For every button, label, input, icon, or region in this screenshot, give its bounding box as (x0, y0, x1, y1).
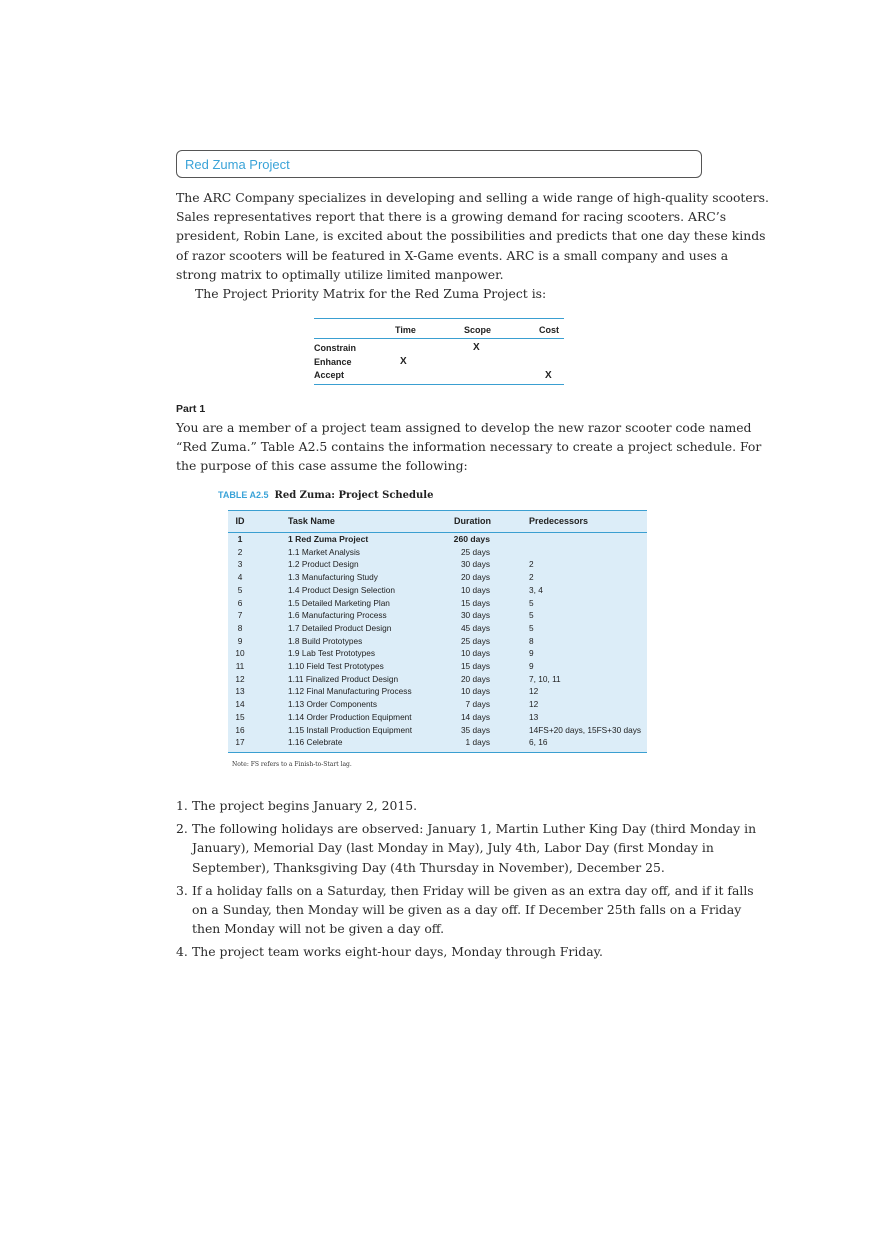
header-id: ID (235, 516, 245, 526)
cell-id: 6 (237, 597, 243, 608)
cell-predecessors: 6, 16 (529, 737, 548, 748)
matrix-bottom-rule (314, 384, 564, 385)
assumption-number: 2. (176, 821, 188, 837)
cell-predecessors: 5 (529, 597, 534, 608)
matrix-row-label: Accept (314, 370, 345, 380)
table-row (228, 699, 647, 712)
intro-line: Sales representatives report that there is a growing demand for racing scooters. ARC’s (176, 209, 727, 225)
assumption-line: then Monday will not be given a day off. (192, 921, 445, 937)
cell-duration: 10 days (460, 648, 490, 659)
cell-id: 9 (237, 635, 243, 646)
cell-task-name: 1.8 Build Prototypes (288, 635, 363, 646)
assumption-number: 3. (176, 882, 188, 898)
cell-predecessors: 9 (529, 661, 534, 671)
cell-id: 7 (237, 610, 243, 621)
cell-id: 12 (235, 673, 245, 684)
cell-id: 8 (237, 622, 243, 633)
cell-duration: 35 days (460, 724, 490, 735)
table-row (228, 572, 647, 585)
table-name: Red Zuma: Project Schedule (274, 490, 434, 501)
cell-task-name: 1.1 Market Analysis (288, 546, 360, 557)
cell-duration: 25 days (460, 635, 490, 646)
part-line: You are a member of a project team assigned to develop the new razor scooter code named (176, 420, 752, 435)
table-header-rule (228, 532, 647, 533)
cell-duration: 10 days (460, 584, 490, 595)
cell-task-name: 1.5 Detailed Marketing Plan (288, 597, 390, 608)
matrix-mark: X (400, 356, 407, 367)
cell-predecessors: 5 (529, 622, 534, 633)
cell-predecessors: 2 (529, 559, 534, 570)
cell-predecessors: 8 (529, 635, 534, 646)
assumptions-list (176, 796, 757, 966)
cell-predecessors: 7, 10, 11 (529, 673, 561, 684)
priority-matrix (314, 318, 564, 386)
cell-duration: 30 days (460, 610, 490, 621)
table-header-row (228, 516, 647, 530)
table-note: Note: FS refers to a Finish-to-Start lag. (232, 761, 352, 768)
table-row (228, 598, 647, 611)
cell-id: 5 (237, 584, 243, 595)
cell-duration: 45 days (460, 622, 490, 633)
cell-task-name: 1.11 Finalized Product Design (288, 673, 399, 684)
table-row (228, 712, 647, 725)
cell-task-name: 1.4 Product Design Selection (288, 584, 396, 595)
table-row (228, 623, 647, 636)
table-row (228, 585, 647, 598)
intro-line: president, Robin Lane, is excited about the possibilities and predicts that one day these kinds (176, 228, 766, 244)
cell-id: 15 (235, 711, 245, 722)
cell-task-name: 1.14 Order Production Equipment (288, 711, 412, 722)
cell-duration: 30 days (460, 559, 490, 570)
matrix-header-time: Time (395, 325, 416, 335)
cell-predecessors: 2 (529, 572, 534, 583)
assumption-line: on a Sunday, then Monday will be given as a day off. If December 25th falls on a Friday (192, 902, 742, 918)
project-schedule-table (228, 510, 647, 753)
cell-duration: 10 days (460, 686, 490, 697)
cell-id: 4 (237, 572, 243, 583)
cell-predecessors: 9 (529, 648, 534, 659)
cell-task-name: 1.3 Manufacturing Study (288, 572, 378, 583)
cell-task-name: 1.15 Install Production Equipment (288, 724, 413, 735)
cell-predecessors: 14FS+20 days, 15FS+30 days (529, 724, 642, 735)
assumption-item (176, 796, 716, 815)
assumption-line: January), Memorial Day (last Monday in May), July 4th, Labor Day (first Monday in (192, 840, 714, 856)
cell-id: 17 (235, 737, 245, 748)
part-paragraph (176, 418, 762, 476)
matrix-header-rule (314, 338, 564, 339)
cell-duration: 1 days (465, 737, 490, 748)
cell-duration: 14 days (460, 711, 490, 722)
cell-duration: 15 days (460, 661, 490, 671)
matrix-header-cost: Cost (539, 325, 559, 335)
cell-task-name: 1.13 Order Components (288, 699, 378, 710)
intro-line: of razor scooters will be featured in X-Game events. ARC is a small company and uses a (176, 247, 729, 263)
part-line: “Red Zuma.” Table A2.5 contains the information necessary to create a project schedule. For (176, 439, 762, 455)
assumption-line: September), Thanksgiving Day (4th Thursday in November), December 25. (192, 859, 665, 875)
assumption-line: If a holiday falls on a Saturday, then Friday will be given as an extra day off, and if it falls (192, 882, 754, 898)
cell-duration: 15 days (460, 597, 490, 608)
table-row (228, 559, 647, 572)
cell-task-name: 1.2 Product Design (288, 559, 359, 570)
assumption-line: The following holidays are observed: January 1, Martin Luther King Day (third Monday in (192, 821, 757, 837)
cell-duration: 7 days (465, 699, 490, 710)
table-row (228, 686, 647, 699)
part-label: Part 1 (176, 403, 206, 415)
table-row (228, 636, 647, 649)
matrix-row-label: Constrain (314, 343, 357, 353)
header-duration: Duration (454, 516, 491, 526)
matrix-mark: X (545, 370, 552, 381)
assumption-item (176, 942, 716, 961)
table-row (228, 737, 647, 750)
header-task-name: Task Name (288, 516, 335, 526)
cell-task-name: 1.12 Final Manufacturing Process (288, 686, 412, 697)
table-tag: TABLE A2.5 (218, 490, 269, 500)
cell-predecessors: 12 (529, 699, 539, 710)
matrix-mark: X (473, 342, 480, 353)
cell-task-name: 1.10 Field Test Prototypes (288, 661, 384, 671)
table-top-rule (228, 510, 647, 511)
cell-task-name: 1.16 Celebrate (288, 737, 343, 748)
cell-id: 11 (235, 661, 245, 671)
cell-predecessors: 12 (529, 686, 539, 697)
cell-predecessors: 3, 4 (529, 584, 543, 595)
matrix-top-rule (314, 318, 564, 319)
cell-id: 16 (235, 724, 245, 735)
table-row (228, 725, 647, 738)
assumption-number: 4. (176, 944, 188, 960)
cell-task-name: 1.7 Detailed Product Design (288, 622, 392, 633)
case-title: Red Zuma Project (185, 157, 290, 172)
cell-duration: 25 days (460, 546, 490, 557)
table-row (228, 674, 647, 687)
cell-id: 1 (237, 534, 243, 544)
cell-id: 10 (235, 648, 245, 659)
intro-line: The ARC Company specializes in developing and selling a wide range of high-quality scooters. (176, 190, 769, 205)
cell-id: 3 (237, 559, 243, 570)
table-row (228, 661, 647, 674)
part-line: the purpose of this case assume the following: (176, 458, 468, 474)
cell-id: 2 (237, 546, 243, 557)
cell-predecessors: 5 (529, 610, 534, 621)
table-caption (218, 490, 433, 501)
table-row (228, 534, 647, 547)
matrix-lead-text: The Project Priority Matrix for the Red Zuma Project is: (195, 286, 547, 301)
cell-task-name: 1.6 Manufacturing Process (288, 610, 387, 621)
cell-duration: 20 days (460, 673, 490, 684)
header-predecessors: Predecessors (529, 516, 589, 526)
assumption-item (176, 881, 754, 939)
case-title-box (176, 150, 702, 178)
cell-duration: 20 days (460, 572, 490, 583)
table-row (228, 648, 647, 661)
table-row (228, 610, 647, 623)
cell-task-name: 1 Red Zuma Project (288, 534, 369, 544)
cell-id: 13 (235, 686, 245, 697)
table-row (228, 547, 647, 560)
matrix-header-scope: Scope (464, 325, 492, 335)
assumption-item (176, 819, 757, 877)
table-bottom-rule (228, 752, 647, 753)
matrix-row-label: Enhance (314, 357, 352, 367)
intro-line: strong matrix to optimally utilize limited manpower. (176, 266, 504, 282)
cell-duration: 260 days (453, 534, 490, 544)
intro-paragraph (176, 188, 769, 284)
cell-id: 14 (235, 699, 245, 710)
assumption-line: The project team works eight-hour days, Monday through Friday. (192, 944, 603, 960)
assumption-line: The project begins January 2, 2015. (192, 798, 418, 813)
cell-predecessors: 13 (529, 711, 539, 722)
cell-task-name: 1.9 Lab Test Prototypes (288, 648, 376, 659)
assumption-number: 1. (176, 798, 188, 813)
